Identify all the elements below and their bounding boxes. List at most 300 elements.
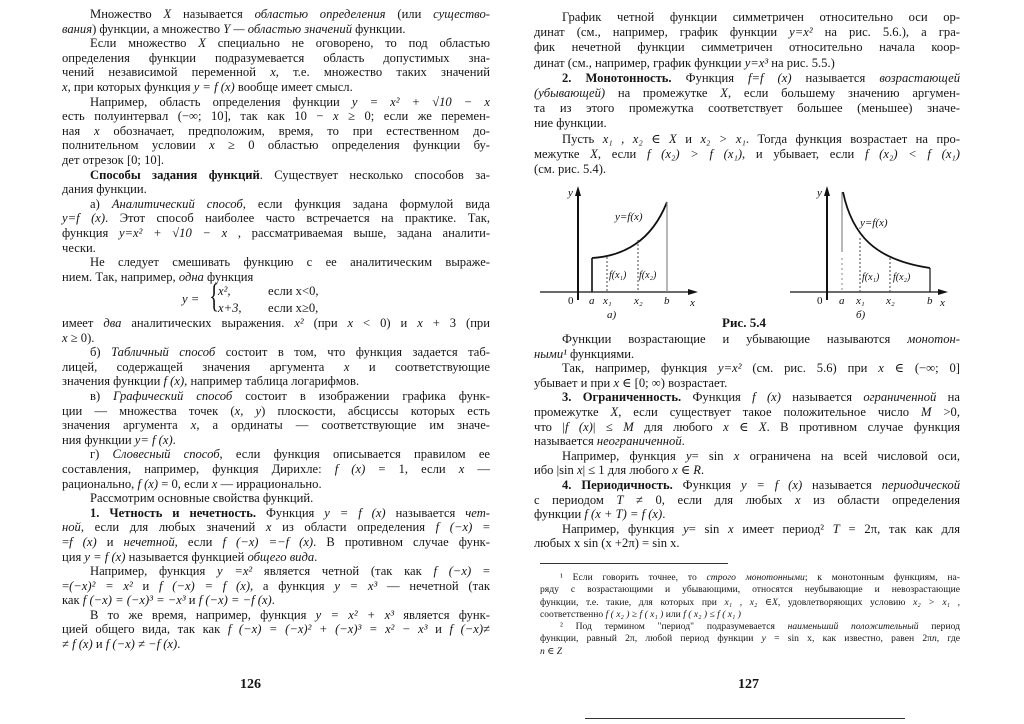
text-line <box>62 622 490 637</box>
origin-label: 0 <box>817 295 823 307</box>
text-line <box>534 347 960 362</box>
text-segment: убывает и при <box>534 375 614 390</box>
right-page-text-top <box>534 10 960 177</box>
text-segment: , при которых функция <box>67 79 194 94</box>
left-page-text-bottom <box>62 316 490 652</box>
text-segment: называется <box>791 70 880 85</box>
text-segment: . <box>681 434 685 449</box>
italic-text: Словесный способ <box>112 447 220 462</box>
italic-text: x <box>613 375 620 390</box>
text-line <box>534 86 960 101</box>
text-segment: < 0) и <box>353 316 418 330</box>
text-segment: называется <box>780 390 864 405</box>
text-segment: называется <box>534 434 597 449</box>
italic-text: n <box>540 645 545 657</box>
formula-brace: { <box>209 278 220 315</box>
text-segment: ≥ 0 областью определения функции бу- <box>214 138 491 153</box>
text-segment: функция <box>62 225 119 240</box>
text-segment: >0, <box>931 404 961 419</box>
page-number-right: 127 <box>738 677 759 692</box>
text-line <box>62 477 490 492</box>
text-segment: функции <box>534 507 585 522</box>
text-line <box>540 621 960 633</box>
italic-text: строго монотонными <box>706 572 805 583</box>
italic-text: y = f (x) <box>324 505 386 520</box>
italic-text: f (−x) = (−x)³ = −x³ <box>82 593 186 608</box>
text-segment: из области определения <box>800 492 960 507</box>
italic-text: ной <box>62 520 81 535</box>
text-segment: . Этот способ наиболее часто встречается на практике. Так, <box>105 211 491 226</box>
italic-text: Y — областью значений <box>223 21 352 36</box>
text-line <box>534 132 960 147</box>
formula-lhs: y = <box>182 292 200 306</box>
text-segment: . В противном случае функ- <box>313 534 490 549</box>
italic-text: нечетной <box>123 534 175 549</box>
axis-x-label: x <box>940 297 945 309</box>
text-line <box>534 71 960 86</box>
text-segment: Функция <box>671 70 749 85</box>
italic-text: f (x) <box>564 419 593 434</box>
text-line <box>534 376 960 391</box>
italic-text: чет- <box>465 505 490 520</box>
italic-text: y = x² + x³ <box>315 607 394 622</box>
text-segment: в) <box>90 388 114 403</box>
text-line <box>62 331 490 346</box>
text-segment: промежутке <box>534 404 611 419</box>
text-segment: ∈ <box>544 645 557 657</box>
text-segment: является функ- <box>394 607 490 622</box>
italic-text: f (x) <box>752 390 781 405</box>
bold-text: Способы задания функций <box>90 167 260 182</box>
origin-label: 0 <box>568 295 574 307</box>
italic-text: возрастающей <box>879 70 960 85</box>
text-segment: с периодом <box>534 492 617 507</box>
italic-text: X <box>590 146 598 161</box>
text-segment: Например, функция <box>562 521 684 536</box>
text-segment: ∈ [0; ∞) возрастает. <box>619 375 728 390</box>
text-segment: ции — множества точек ( <box>62 403 235 418</box>
italic-text: y = f (x) <box>740 477 803 492</box>
text-line <box>534 25 960 40</box>
text-segment: функции, т.е. такие, для которых при <box>540 596 725 608</box>
x-axis-arrow-icon <box>688 289 698 295</box>
text-segment: как <box>62 593 83 608</box>
italic-text: f (−x) <box>435 520 473 535</box>
text-line <box>62 404 490 419</box>
text-segment: чески. <box>62 240 96 255</box>
italic-text: y = x³ <box>334 578 378 593</box>
text-line <box>62 153 490 168</box>
italic-text: наименьший положительный <box>787 621 919 633</box>
text-segment: функциями. <box>566 346 635 361</box>
curve-label: y=f(x) <box>860 217 888 229</box>
text-segment: и <box>92 637 106 652</box>
text-segment: определения функции подразумевается область допустимых зна- <box>62 50 490 65</box>
italic-text: x <box>347 316 354 330</box>
text-line <box>62 109 490 124</box>
italic-text: Z <box>556 645 563 657</box>
text-line <box>534 493 960 508</box>
text-line <box>62 447 490 462</box>
text-segment: (см. рис. 5.6) при <box>741 361 879 376</box>
bold-text: 1. Четность и нечетность. <box>90 505 257 520</box>
text-segment: называется функцией <box>125 549 248 564</box>
footnote-divider <box>540 563 728 564</box>
text-line <box>62 95 490 110</box>
italic-text: x <box>795 492 801 507</box>
text-segment: функции, равный 2π, любой период функции <box>540 633 762 645</box>
text-line <box>540 584 960 596</box>
text-segment: ция <box>62 549 85 564</box>
italic-text: вания <box>62 21 93 36</box>
formula-expr: x², <box>218 284 231 298</box>
text-segment: , а функция <box>250 578 335 593</box>
text-line <box>62 182 490 197</box>
italic-text: x <box>93 123 100 138</box>
text-line <box>534 361 960 376</box>
text-segment: Функция <box>681 390 753 405</box>
italic-text: x₂ > x₁ <box>700 131 746 146</box>
text-segment: = sin x, как известно, равен 2π <box>765 633 932 645</box>
italic-text: Аналитический способ <box>111 196 243 211</box>
text-segment: ≥ 0; если же перемен- <box>338 109 490 124</box>
italic-text: x <box>265 520 272 535</box>
text-line <box>62 637 490 652</box>
text-segment: ≠ <box>483 622 490 637</box>
text-segment: и <box>676 131 701 146</box>
text-segment: = <box>62 578 70 593</box>
italic-text: x <box>270 65 276 80</box>
text-line <box>62 270 490 285</box>
italic-text: f (x) <box>163 374 185 389</box>
text-line <box>534 56 960 71</box>
italic-text: x <box>878 361 884 376</box>
text-segment: и <box>185 593 199 608</box>
italic-text: y <box>761 633 766 645</box>
italic-text: f=f (x) <box>748 70 792 85</box>
text-segment: лицей, содержащей значения аргумента <box>62 359 344 374</box>
tick-label: x₁ <box>603 295 612 307</box>
text-segment: ² Под термином "период" подразумевается <box>560 621 788 633</box>
text-segment: на рис. 5.5.) <box>768 55 835 70</box>
text-segment: или <box>663 608 684 620</box>
text-segment: и соответствующие <box>349 359 490 374</box>
decreasing-curve <box>843 192 930 268</box>
italic-text: x <box>62 330 68 345</box>
text-segment: обозначает, предположим, время, то при естественном до- <box>99 123 490 138</box>
text-segment: = <box>62 534 70 549</box>
text-segment: , если существует такое положительное число <box>618 404 922 419</box>
italic-text: Графический способ <box>113 388 233 403</box>
text-segment: Например, функция <box>562 448 686 463</box>
text-line <box>62 608 490 623</box>
text-segment: = <box>471 564 491 579</box>
text-line <box>534 536 960 551</box>
italic-text: Табличный способ <box>111 345 216 360</box>
text-line <box>534 463 960 478</box>
text-segment: ния функции <box>62 432 135 447</box>
text-line <box>534 101 960 116</box>
italic-text: y= f (x) <box>134 432 173 447</box>
text-segment: период <box>918 621 961 633</box>
italic-text: y = f (x) <box>193 79 235 94</box>
text-segment: В то же время, например, функция <box>90 607 316 622</box>
text-segment: составления, например, функция Дирихле: <box>62 461 335 476</box>
italic-text: f (−x) = f (x) <box>159 578 251 593</box>
italic-text: общего вида <box>247 549 315 564</box>
italic-text: M <box>921 404 932 419</box>
text-line <box>62 22 490 37</box>
text-line <box>62 316 490 331</box>
italic-text: периодической <box>881 477 960 492</box>
text-segment: дет отрезок [0; 10]. <box>62 152 165 167</box>
italic-text: (убывающей) <box>534 85 606 100</box>
italic-text: n <box>931 633 937 645</box>
text-segment: имеет период² <box>733 521 833 536</box>
italic-text: f (−x) = (−x)² + (−x)³ = x² − x³ <box>227 622 428 637</box>
text-segment: нием. Так, например, <box>62 269 179 284</box>
text-segment: Рассмотрим основные свойства функций. <box>90 491 314 506</box>
italic-text: f (−x) <box>433 564 472 579</box>
italic-text: ными¹ <box>534 346 567 361</box>
text-line <box>534 116 960 131</box>
text-line <box>62 374 490 389</box>
italic-text: y=f (x) <box>62 211 106 226</box>
text-segment: динат (см., например, график функции <box>534 55 745 70</box>
text-segment: чений независимой переменной <box>62 65 271 80</box>
text-segment: = 0, если <box>158 476 212 491</box>
italic-text: x <box>733 448 740 463</box>
y-axis-arrow-icon <box>575 186 581 196</box>
text-segment: для любого <box>633 419 724 434</box>
axis-x-label: x <box>690 297 695 309</box>
italic-text: X <box>610 404 619 419</box>
text-line <box>534 449 960 464</box>
text-line <box>534 390 960 405</box>
text-segment: . Существует несколько способов за- <box>259 167 490 182</box>
text-segment: функции. <box>352 21 406 36</box>
text-line <box>534 147 960 162</box>
italic-text: (−x)² = x² <box>69 578 133 593</box>
text-segment: рационально, <box>62 476 138 491</box>
piecewise-formula <box>182 278 382 316</box>
text-segment: . Тогда функция возрастает на про- <box>745 131 961 146</box>
italic-text: y=x³ <box>744 55 769 70</box>
text-segment: что | <box>534 419 565 434</box>
text-segment: Так, например, функция <box>562 361 719 376</box>
bottom-divider <box>585 718 905 719</box>
bold-text: 2. Монотонность. <box>562 70 672 85</box>
text-line <box>534 522 960 537</box>
italic-text: ограниченной <box>863 390 937 405</box>
text-line <box>534 420 960 435</box>
italic-text: x <box>576 463 583 478</box>
text-line <box>62 197 490 212</box>
text-line <box>62 51 490 66</box>
italic-text: X <box>198 36 206 51</box>
text-segment: полнительном условии <box>62 138 210 153</box>
italic-text: y=x² + √10 − x <box>118 225 228 240</box>
text-segment: соответственно <box>540 608 606 620</box>
italic-text: существо- <box>433 7 490 21</box>
text-line <box>62 138 490 153</box>
text-segment: межутке <box>534 146 591 161</box>
text-line <box>540 597 960 609</box>
text-line <box>62 168 490 183</box>
formula-expr: x+3, <box>218 301 242 315</box>
text-segment: ряду с возрастающими и убывающими, относятся неубывающие и невозрастающие <box>540 584 960 596</box>
text-segment: = 2π, так как для <box>839 521 960 536</box>
text-segment: Если множество <box>90 36 199 51</box>
italic-text: x₁ , x₂ ∈X <box>724 596 778 608</box>
text-line <box>62 345 490 360</box>
right-page-text-bottom <box>534 332 960 551</box>
italic-text: x <box>190 418 197 433</box>
text-segment: Множество <box>90 7 164 21</box>
italic-text: x <box>62 79 68 94</box>
text-segment: , например таблица логарифмов. <box>184 374 360 389</box>
italic-text: y=x² <box>789 25 813 40</box>
text-segment: . <box>271 593 275 608</box>
tick-label: x₂ <box>634 295 643 307</box>
text-segment: , если функция задана формулой вида <box>242 196 491 211</box>
italic-text: f (x + T) = f (x) <box>584 507 663 522</box>
text-segment: — <box>464 461 490 476</box>
text-segment: является четной (так как <box>252 564 434 579</box>
italic-text: y <box>685 448 692 463</box>
text-segment: ≠ <box>62 637 73 652</box>
text-line <box>534 162 960 177</box>
text-segment: из области определения <box>271 520 436 535</box>
text-line <box>534 507 960 522</box>
italic-text: x ∈ R <box>672 463 701 478</box>
text-segment: | ≤ 1 для любого <box>582 463 673 478</box>
italic-text: f ( x₂ ) ≥ f ( x₁ ) <box>605 608 664 620</box>
italic-text: f (x₂) > f (x₁) <box>646 146 743 161</box>
text-segment: Функция <box>256 505 325 520</box>
text-segment: ≠ 0, если для любых <box>623 492 796 507</box>
italic-text: y = f (x) <box>84 549 126 564</box>
italic-text: неограниченной <box>596 434 682 449</box>
text-segment: б) <box>90 345 112 360</box>
text-segment: называется <box>802 477 882 492</box>
page-number-left: 126 <box>240 677 261 692</box>
italic-text: f (x) <box>72 637 93 652</box>
x-axis-arrow-icon <box>938 289 948 295</box>
text-line <box>62 7 490 22</box>
text-segment: называется <box>171 7 255 21</box>
italic-text: x <box>343 359 350 374</box>
formula-cond: если x<0, <box>268 284 319 298</box>
text-segment: . <box>662 507 666 522</box>
italic-text: f (−x) = −f (x) <box>198 593 272 608</box>
tick-label: x₁ <box>856 295 865 307</box>
text-segment: , где <box>936 633 960 645</box>
italic-text: y <box>683 521 689 536</box>
tick-label: a <box>839 295 845 307</box>
italic-text: одна <box>178 269 204 284</box>
italic-text: f (x) <box>137 476 159 491</box>
value-label: f(x₁) <box>609 270 627 281</box>
text-segment: на промежутке <box>605 85 721 100</box>
text-segment: , и убывает, если <box>742 146 865 161</box>
text-segment: функция <box>203 269 254 284</box>
text-segment: аналитических выражения. <box>121 316 295 330</box>
text-segment: , если <box>174 534 223 549</box>
text-line <box>62 520 490 535</box>
text-segment: Не следует смешивать функцию с ее аналитическим выраже- <box>90 255 490 270</box>
figure-caption: Рис. 5.4 <box>722 315 766 330</box>
text-segment: . <box>314 549 318 564</box>
text-line <box>540 609 960 621</box>
italic-text: f (x) <box>69 534 97 549</box>
text-segment: на <box>936 390 960 405</box>
panel-b-decreasing <box>790 186 948 320</box>
text-segment: состоит в том, что функция задается таб- <box>215 345 491 360</box>
text-segment: та из этого промежутка соответствует большее (меньшее) значе- <box>534 101 960 116</box>
italic-text: x₂ > x₁ <box>913 596 950 608</box>
text-segment: ) функции, а множество <box>92 21 224 36</box>
text-segment: Функция <box>672 477 741 492</box>
text-line <box>540 633 960 645</box>
text-segment: . <box>700 463 705 478</box>
text-segment: вообще имеет смысл. <box>234 79 353 94</box>
text-segment: и <box>427 622 450 637</box>
italic-text: f (−x) ≠ −f (x) <box>105 637 178 652</box>
italic-text: x <box>211 476 218 491</box>
text-line <box>534 10 960 25</box>
text-segment: г) <box>90 447 113 462</box>
value-label: f(x₁) <box>862 272 880 283</box>
text-segment: ние функции. <box>534 116 607 131</box>
text-line <box>62 36 490 51</box>
text-segment: ная <box>62 123 94 138</box>
axis-y-label: y <box>817 187 822 199</box>
curve-label: y=f(x) <box>615 211 643 223</box>
text-segment: динат (см., например, график функции <box>534 25 790 40</box>
left-page-text-top <box>62 7 490 284</box>
text-segment: | ≤ <box>592 419 624 434</box>
text-line <box>534 405 960 420</box>
text-line <box>62 535 490 550</box>
text-segment: , а ординаты — соответствующие им значе- <box>196 418 490 433</box>
text-segment: . В противном случае функция <box>766 419 960 434</box>
italic-text: X <box>163 7 172 21</box>
text-segment: значения функции <box>62 374 164 389</box>
italic-text: x <box>458 461 465 476</box>
italic-text: x, y <box>234 403 262 418</box>
text-segment: имеет <box>62 316 104 330</box>
text-segment: цией общего вида, так как <box>62 622 228 637</box>
text-line <box>534 40 960 55</box>
text-segment: состоит в изображении графика функ- <box>232 388 490 403</box>
text-line <box>62 226 490 241</box>
text-segment: (см. рис. 5.4). <box>534 161 607 176</box>
text-segment: (при <box>303 316 348 330</box>
text-line <box>62 550 490 565</box>
text-segment: = 1, если <box>365 461 459 476</box>
text-line <box>62 418 490 433</box>
text-line <box>62 593 490 608</box>
text-segment: Пусть <box>562 131 603 146</box>
italic-text: x <box>333 109 339 124</box>
text-segment: — нечетной (так <box>377 578 490 593</box>
text-line <box>62 564 490 579</box>
text-segment: + 3 (при <box>422 316 490 330</box>
text-segment: (или <box>385 7 434 21</box>
text-segment: , удовлетворяющих условию <box>777 596 914 608</box>
text-line <box>534 332 960 347</box>
